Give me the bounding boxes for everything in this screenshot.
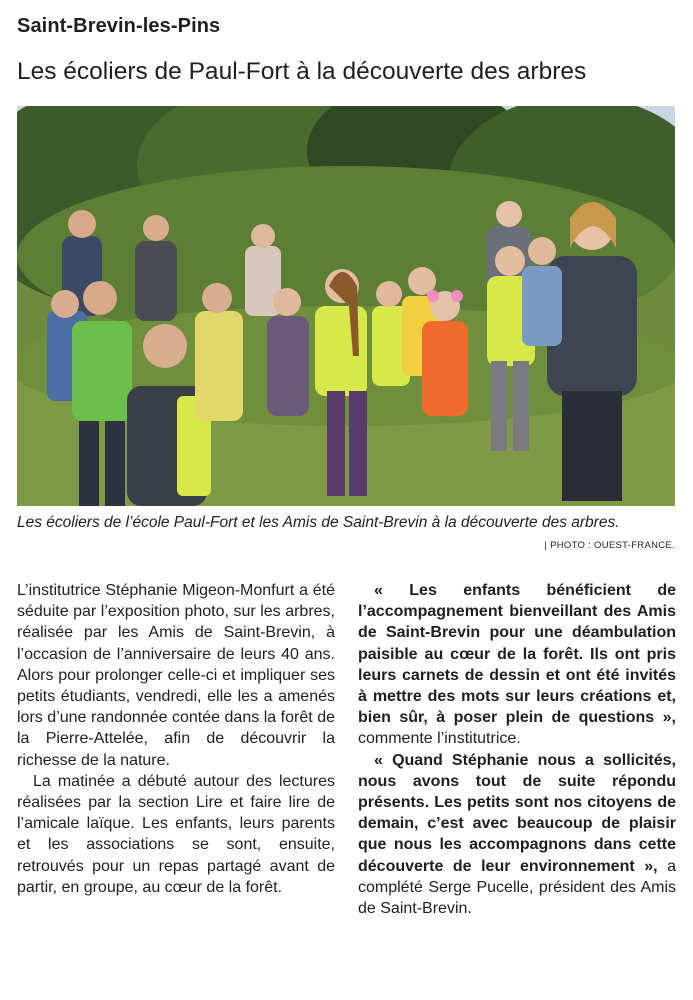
article-column-left	[17, 580, 335, 898]
paragraph-morning: La matinée a débuté autour des lectures réalisées par la section Lire et faire lire de l’amicale laïque. Les enfants, leurs parents et les associations se sont, ensuite, retrouvés pour un repas partagé avant de partir, en groupe, au cœur de la forêt.	[17, 772, 335, 896]
article-headline: Les écoliers de Paul-Fort à la découverte des arbres	[17, 58, 587, 85]
photo-credit: | PHOTO : OUEST-FRANCE.	[544, 540, 675, 551]
paragraph-intro: L’institutrice Stéphanie Migeon-Monfurt a été séduite par l’exposition photo, sur les arbres, réalisée par les Amis de Saint-Brevin, à l’occasion de l’anniversaire de leurs 40 ans. Alors pour prolonger celle-ci et impliquer ses petits étudiants, vendredi, elle les a amenés lors d’une randonnée contée dans la forêt de la Pierre-Attelée, afin de découvrir la richesse de la nature.	[17, 582, 335, 769]
quote-president: « Quand Stéphanie nous a sollicités, nous avons tout de suite répondu présents. Les petits sont nos citoyens de demain, c’est avec beaucoup de plaisir que nous les accompagnons dans cette découverte de leur environnement »,	[358, 751, 676, 875]
schoolchildren-forest-photo	[17, 106, 675, 506]
quote-president-paragraph	[358, 750, 676, 920]
quote-teacher: « Les enfants bénéficient de l’accompagnement bienveillant des Amis de Saint-Brevin pour une déambulation paisible au cœur de la forêt. Ils ont pris leurs carnets de dessin et ont été invités à mettre des mots sur leurs créations et, bien sûr, à poser plein de questions »,	[358, 582, 676, 727]
town-heading: Saint-Brevin-les-Pins	[17, 15, 221, 37]
quote-president-attribution: a complété Serge Pucelle, président des Amis de Saint-Brevin.	[358, 857, 676, 918]
article-photo	[17, 106, 675, 506]
article-column-right	[358, 580, 676, 919]
quote-teacher-paragraph	[358, 580, 676, 750]
quote-teacher-attribution: commente l’institutrice.	[358, 730, 521, 748]
photo-caption: Les écoliers de l’école Paul-Fort et les Amis de Saint-Brevin à la découverte des arbres.	[17, 514, 620, 531]
